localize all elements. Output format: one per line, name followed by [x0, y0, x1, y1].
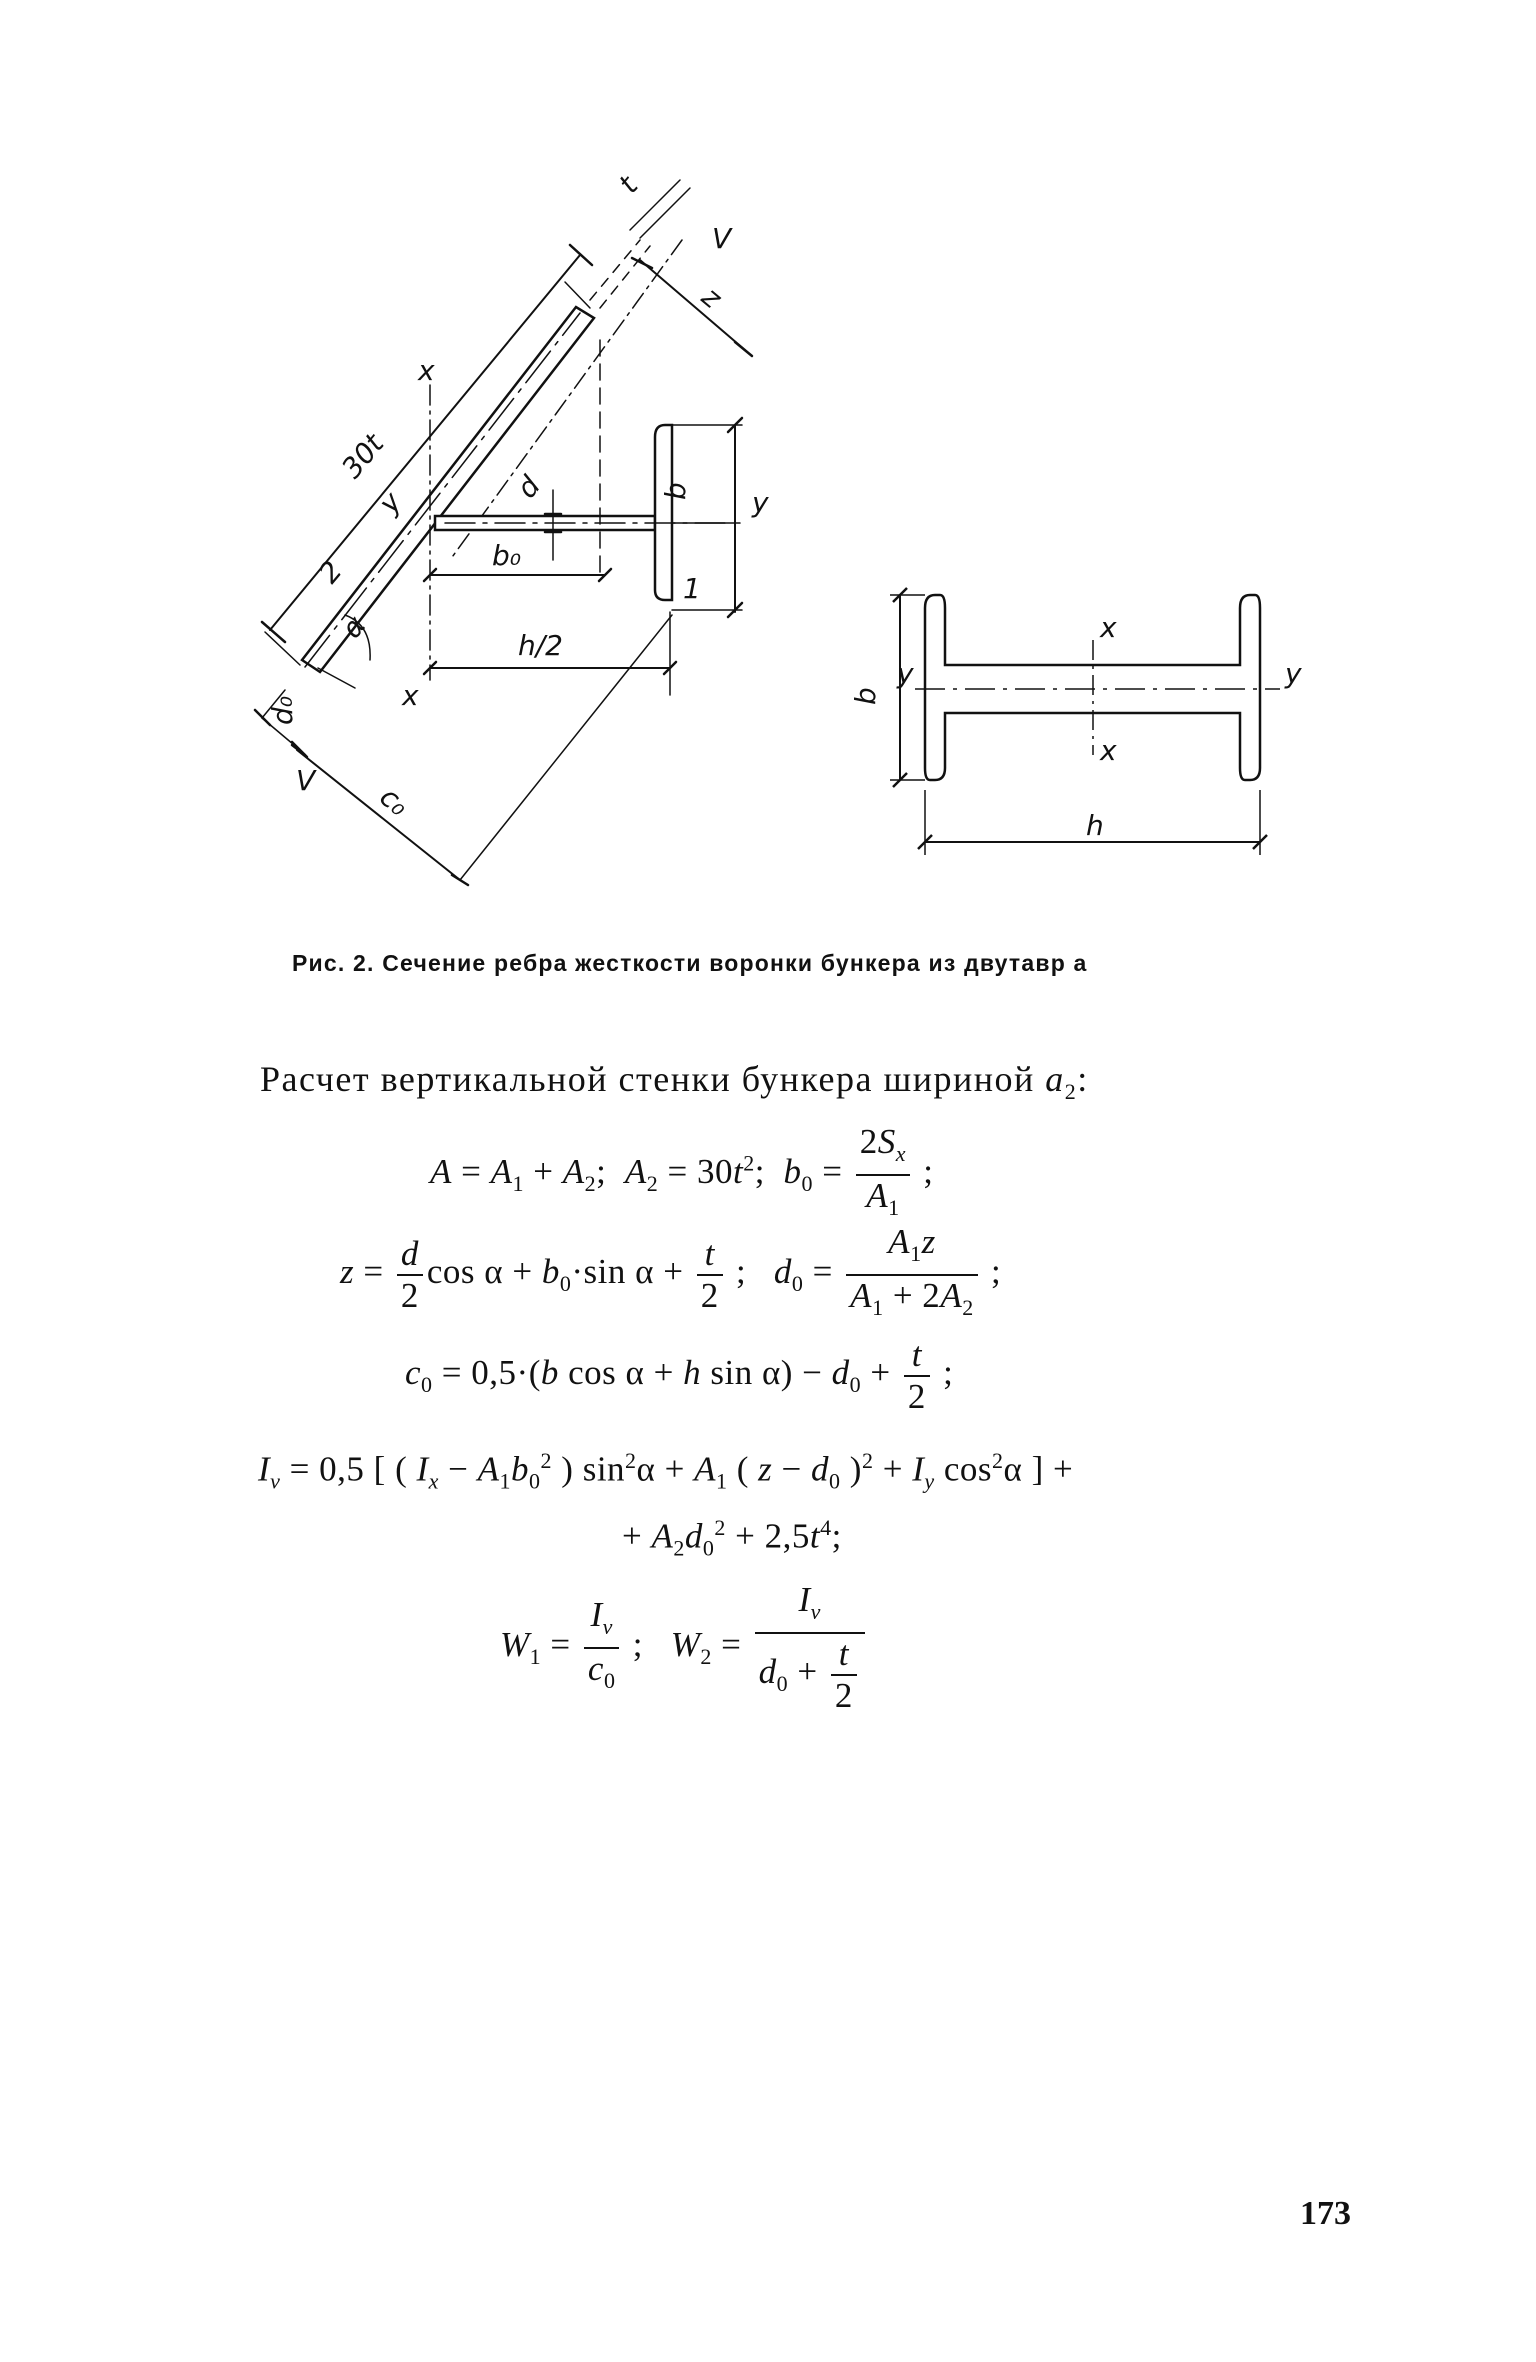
label-b-right: b: [659, 482, 692, 500]
label-alpha: α: [335, 609, 373, 645]
label-x-top: x: [418, 354, 435, 387]
intro-text: [260, 1058, 1089, 1105]
label-ib-x-top: x: [1100, 611, 1117, 644]
label-d: d: [510, 469, 547, 505]
label-ib-y-left: y: [897, 657, 914, 690]
label-ib-b: b: [849, 687, 882, 705]
formula-5: $W_1$ = $\frac{I_v}{c_0}$ ; $W_2$ = $I_v$ $d_0$ + $\frac{t}{2}$: [500, 1580, 869, 1716]
label-30t: 30t: [335, 427, 391, 485]
formula-2: z = $\frac{d}{2}$ $\cos \alpha + b_0\cdot\sin$ α + $\frac{t}{2}$ ; $d_0$ = $\frac{A_1z}{A_1 + 2A_2}$ ;: [340, 1222, 1001, 1328]
intro-symbol-sub: 2: [1064, 1079, 1078, 1105]
intro-symbol: a: [1045, 1059, 1065, 1099]
label-y-right: y: [752, 486, 769, 519]
label-ib-x-bottom: x: [1100, 734, 1117, 767]
label-ib-h: h: [1086, 809, 1104, 842]
page-number: 173: [1300, 2195, 1351, 2232]
formula-4: $I_v = 0,5$ [ ( $I_x - A_1b_0^2$ ) $\sin^2\alpha + A_1$ ( $z - d_0$ )$^2 + I_y$ $\cos^2\alpha$ ] +: [258, 1448, 1074, 1494]
figure-drawing: [0, 0, 1536, 920]
label-ib-y-right: y: [1285, 657, 1302, 690]
label-y-plate: y: [372, 485, 409, 520]
label-x-bottom: x: [402, 679, 419, 712]
intro-text-body: Расчет вертикальной стенки бункера шириной: [260, 1059, 1035, 1099]
figure: [0, 0, 1536, 920]
i-beam-section: [890, 588, 1280, 855]
label-v-bottom: V: [296, 764, 316, 797]
formula-3: $c_0 = 0,5\cdot(b$ cos α + h $\sin \alpha) - d_0$ + $\frac{t}{2}$ ;: [405, 1335, 954, 1416]
formula-4-cont: + $A_2d_0^2 + 2,5t^4$;: [622, 1515, 842, 1561]
label-v-top: V: [712, 222, 732, 255]
label-2: 2: [312, 554, 349, 590]
label-b0: b₀: [492, 539, 521, 572]
figure-caption: Рис. 2. Сечение ребра жесткости воронки бункера из двутавр а: [292, 950, 1088, 976]
label-z: z: [695, 280, 728, 315]
label-d0: d₀: [266, 696, 299, 725]
formula-1: $A = A_1 + A_2$; $A_2 = 30t^2$; $b_0$ = $\frac{2S_x}{A_1}$ ;: [430, 1122, 934, 1228]
intro-colon: :: [1077, 1059, 1089, 1099]
label-t: t: [612, 169, 645, 200]
label-h-half: h/2: [518, 629, 563, 662]
label-c0: c₀: [373, 780, 416, 823]
label-1: 1: [683, 572, 701, 605]
